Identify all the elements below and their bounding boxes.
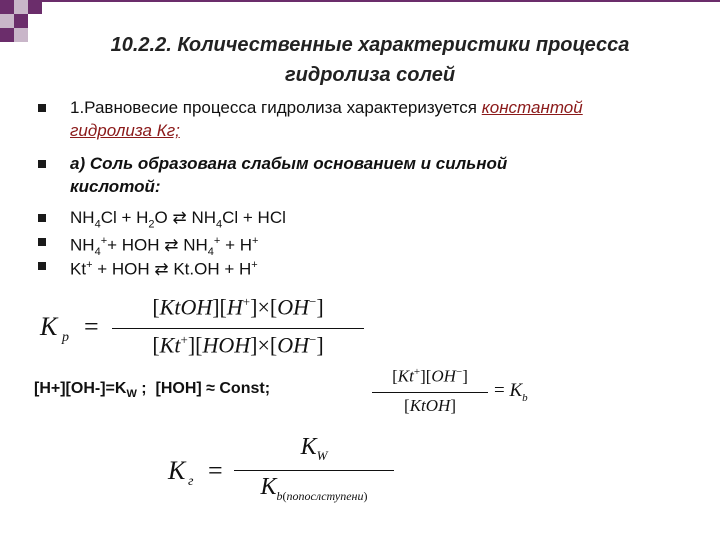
equation-text: $NH_4^++$ HOH ⇄ $NH_4^+ + H^+$ (70, 235, 259, 259)
kb-rhs: = $K_b$ (494, 380, 528, 404)
kg-lhs: K (168, 456, 186, 485)
kg-denominator: $K_{b(попослступени)}$ (260, 474, 368, 503)
kp-denominator: [Kt+][HOH]×[OH−] (152, 332, 324, 358)
bullet-icon (38, 104, 46, 112)
kb-denominator: [KtOH] (404, 396, 456, 415)
kg-equals: = (208, 456, 223, 485)
bullet-text: 1.Равновесие процесса гидролиза характеризуется (70, 98, 482, 117)
kp-equals: = (84, 312, 99, 341)
ionic-product-text: $[H+][OH-]=K_W$ ; [HOH] ≈ Const; (34, 380, 271, 401)
constant-link[interactable]: константой (481, 98, 583, 117)
fraction-bar (372, 392, 488, 393)
page-title (40, 30, 700, 90)
kp-lhs-sub: p (62, 330, 69, 345)
bullet-icon (38, 262, 46, 270)
fraction-bar (234, 470, 394, 471)
kg-formula (168, 432, 408, 512)
kg-numerator: $K_W$ (300, 434, 328, 463)
title-line-1: 10.2.2. Количественные характеристики процесса (110, 34, 630, 56)
bullet-text: а) Соль образована слабым основанием и сильной (70, 154, 508, 173)
title-line-2: гидролиза солей (284, 64, 456, 86)
bullet-icon (38, 160, 46, 168)
kb-formula (372, 366, 542, 422)
kb-numerator: [Kt+][OH−] (392, 366, 468, 386)
kg-lhs-sub: г (188, 474, 194, 489)
equation-text: Kt+ + HOH ⇄ Kt.OH + H+ (70, 259, 258, 279)
equation-text: $NH_4Cl + H_2O$ ⇄ $NH_4Cl$ + HCl (70, 208, 286, 231)
bullet-icon (38, 214, 46, 222)
bullet-text: кислотой: (70, 177, 161, 196)
fraction-bar (112, 328, 364, 329)
kp-lhs: K (40, 312, 58, 341)
kp-numerator: [KtOH][H+]×[OH−] (152, 294, 324, 320)
kp-formula (40, 292, 370, 364)
hydrolysis-constant-link[interactable]: гидролиза Кг; (70, 121, 180, 140)
bullet-icon (38, 238, 46, 246)
